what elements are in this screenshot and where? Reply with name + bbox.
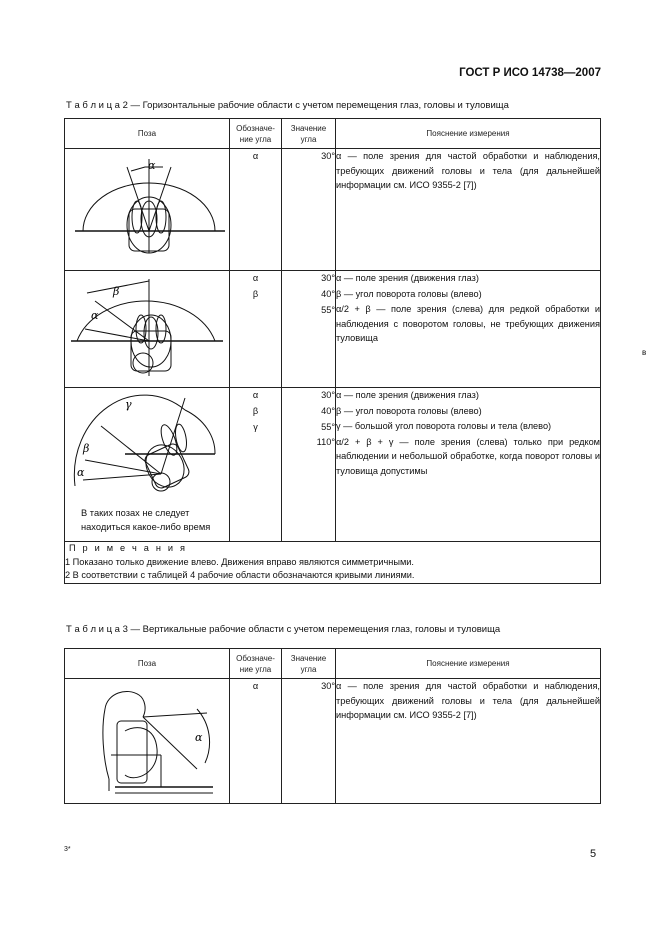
figure2-label-alpha: α (91, 309, 99, 322)
table3-header-explanation: Пояснение измерения (336, 649, 601, 679)
table2-row2-figure (65, 271, 230, 388)
symbol: α (252, 273, 259, 283)
value: 30° (321, 681, 335, 691)
table2-header-symbol: Обозначе-ние угла (230, 119, 282, 149)
table2 (64, 118, 601, 584)
symbol: α (252, 151, 259, 161)
table2-caption-text: 2 — Горизонтальные рабочие области с учетом перемещения глаз, головы и туловища (119, 100, 509, 111)
table2-row3-figure (65, 388, 230, 542)
table2-header-explanation: Пояснение измерения (336, 119, 601, 149)
table2-row1-explanation (336, 149, 601, 271)
table3-caption-prefix: Т а б л и ц а (66, 624, 120, 635)
explanation-line: α — поле зрения (движения глаз) (336, 390, 479, 400)
table3-row1-explanation (336, 679, 601, 804)
table2-row2-values (282, 271, 336, 388)
table2-caption-prefix: Т а б л и ц а (66, 100, 120, 111)
explanation-line: γ — большой угол поворота головы и тела (влево) (336, 421, 552, 432)
value: 40° (321, 288, 335, 299)
symbol: β (252, 288, 259, 299)
note-item: 1 Показано только движение влево. Движения вправо являются симметричными. (65, 556, 414, 567)
value: 30° (321, 273, 335, 283)
value: 55° (321, 421, 335, 432)
explanation-line: β — угол поворота головы (влево) (336, 405, 482, 416)
explanation-line: α — поле зрения (движения глаз) (336, 273, 479, 283)
explanation-line: β — угол поворота головы (влево) (336, 288, 482, 299)
table3-header-pose: Поза (65, 649, 230, 679)
table2-row-3 (65, 388, 601, 542)
table2-header-pose: Поза (65, 119, 230, 149)
horizontal-field-figure-1 (65, 149, 230, 269)
pose-warning-note: В таких позах не следует находиться какое-либо время (81, 508, 211, 532)
symbol: β (252, 405, 259, 416)
table2-header-value: Значение угла (282, 119, 336, 149)
vertical-figure-label-alpha: α (195, 731, 203, 744)
table2-notes-row (65, 542, 601, 584)
value: 55° (321, 304, 335, 315)
figure3-label-gamma: γ (125, 398, 132, 411)
table2-row1-symbols (230, 149, 282, 271)
table2-row1-values (282, 149, 336, 271)
symbol: α (252, 681, 259, 691)
table3-row1-figure (65, 679, 230, 804)
table3-header-value: Значение угла (282, 649, 336, 679)
footer-mark: 3* (64, 846, 71, 853)
table3 (64, 648, 601, 804)
figure3-label-beta: β (83, 442, 90, 455)
explanation-line: α/2 + β — поле зрения (слева) для редкой обработки и наблюдения с поворотом головы, не требующих движения туловища (336, 304, 600, 344)
page-number: 5 (590, 848, 597, 860)
vertical-field-figure (65, 679, 230, 801)
figure2-label-beta: β (113, 285, 120, 298)
value: 30° (321, 151, 335, 161)
note-item: 2 В соответствии с таблицей 4 рабочие области обозначаются кривыми линиями. (65, 570, 415, 580)
table3-caption (66, 624, 500, 635)
table3-row-1 (65, 679, 601, 804)
table2-caption (66, 100, 509, 111)
explanation-line: α/2 + β + γ — поле зрения (слева) только при редком наблюдении и небольшой обработке, когда поворот головы и туловища допустимы (336, 436, 600, 476)
value: 30° (321, 390, 335, 400)
table2-row3-values (282, 388, 336, 542)
table2-row-1 (65, 149, 601, 271)
table3-row1-symbols (230, 679, 282, 804)
explanation-line: α — поле зрения для частой обработки и наблюдения, требующих движений головы и тела (для дальнейшей информации см. ИСО 9355-2 [7]) (336, 681, 600, 721)
table2-notes (65, 542, 601, 584)
value: 110° (316, 437, 335, 448)
explanation-line: α — поле зрения для частой обработки и наблюдения, требующих движений головы и тела (для дальнейшей информации см. ИСО 9355-2 [7]) (336, 151, 600, 191)
value: 40° (321, 405, 335, 416)
table2-row3-explanation (336, 388, 601, 542)
figure1-label-alpha: α (148, 159, 156, 172)
margin-mark: в (642, 348, 647, 357)
table3-row1-values (282, 679, 336, 804)
table2-row2-explanation (336, 271, 601, 388)
symbol: γ (253, 421, 258, 432)
table2-row1-figure (65, 149, 230, 271)
document-code: ГОСТ Р ИСО 14738—2007 (459, 67, 601, 79)
table2-row3-symbols (230, 388, 282, 542)
figure3-label-alpha: α (77, 466, 85, 479)
horizontal-field-figure-2 (65, 271, 230, 386)
horizontal-field-figure-3 (65, 388, 230, 506)
table3-header-symbol: Обозначе-ние угла (230, 649, 282, 679)
table3-caption-text: 3 — Вертикальные рабочие области с учетом перемещения глаз, головы и туловища (119, 624, 501, 635)
symbol: α (252, 390, 259, 400)
table2-row2-symbols (230, 271, 282, 388)
table2-row-2 (65, 271, 601, 388)
notes-title: П р и м е ч а н и я (69, 543, 188, 553)
